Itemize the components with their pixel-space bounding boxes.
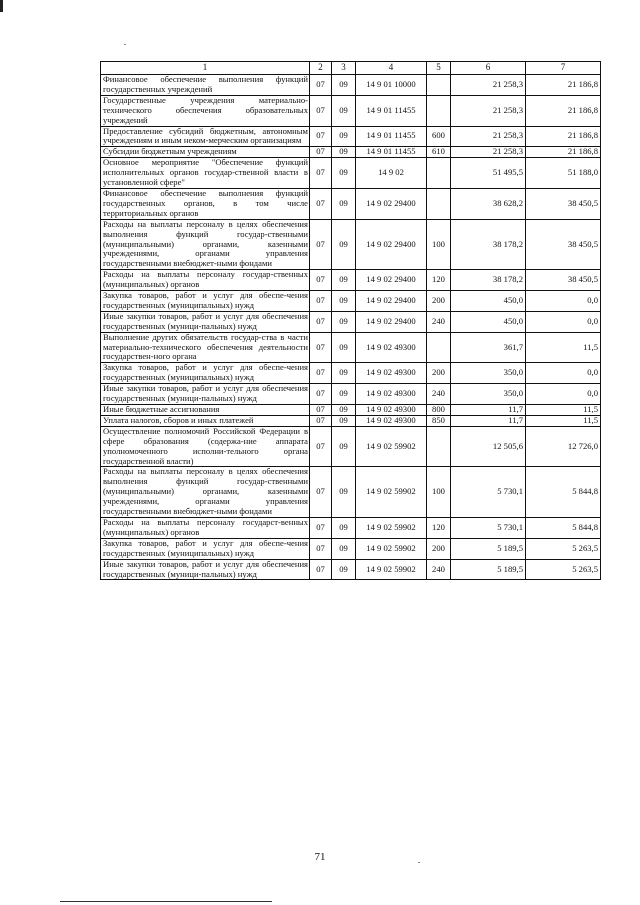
table-row <box>101 363 601 384</box>
amount-year1-cell: 5 189,5 <box>451 538 526 559</box>
subsection-code-cell: 09 <box>332 538 356 559</box>
section-code-cell: 07 <box>310 517 332 538</box>
row-name-cell: Финансовое обеспечение выполнения функций государственных органов, в том числе территориальных органов <box>101 188 310 219</box>
amount-year1-cell: 21 258,3 <box>451 147 526 158</box>
target-article-cell: 14 9 02 49300 <box>356 405 427 416</box>
amount-year1-cell: 5 730,1 <box>451 517 526 538</box>
expense-type-cell: 240 <box>427 311 451 332</box>
target-article-cell: 14 9 01 11455 <box>356 126 427 147</box>
amount-year2-cell: 38 450,5 <box>526 188 601 219</box>
section-code-cell: 07 <box>310 559 332 580</box>
amount-year2-cell: 38 450,5 <box>526 219 601 270</box>
subsection-code-cell: 09 <box>332 126 356 147</box>
table-row <box>101 219 601 270</box>
expense-type-cell <box>427 188 451 219</box>
amount-year1-cell: 350,0 <box>451 363 526 384</box>
section-code-cell: 07 <box>310 75 332 96</box>
amount-year1-cell: 350,0 <box>451 384 526 405</box>
subsection-code-cell: 09 <box>332 270 356 291</box>
table-row <box>101 95 601 126</box>
row-name-cell: Иные закупки товаров, работ и услуг для обеспечения государственных (муници-пальных) нужд <box>101 311 310 332</box>
amount-year2-cell: 12 726,0 <box>526 426 601 467</box>
row-name-cell: Иные бюджетные ассигнования <box>101 405 310 416</box>
row-name-cell: Основное мероприятие "Обеспечение функций исполнительных органов государ-ственной власти в установленной сфере" <box>101 158 310 189</box>
table-row <box>101 415 601 426</box>
row-name-cell: Расходы на выплаты персоналу в целях обеспечения выполнения функций государ-ственными (муниципальными) органами, казенными учреждениями, органами управления государственными внебюджет-ными фондами <box>101 219 310 270</box>
row-name-cell: Иные закупки товаров, работ и услуг для обеспечения государственных (муници-пальных) нужд <box>101 559 310 580</box>
table-row <box>101 158 601 189</box>
row-name-cell: Предоставление субсидий бюджетным, автономным учреждениям и иным неком-мерческим организациям <box>101 126 310 147</box>
subsection-code-cell: 09 <box>332 219 356 270</box>
header-row <box>101 62 601 75</box>
subsection-code-cell: 09 <box>332 415 356 426</box>
section-code-cell: 07 <box>310 270 332 291</box>
amount-year1-cell: 11,7 <box>451 415 526 426</box>
column-header: 3 <box>332 62 356 75</box>
target-article-cell: 14 9 01 11455 <box>356 95 427 126</box>
expense-type-cell: 240 <box>427 384 451 405</box>
subsection-code-cell: 09 <box>332 467 356 518</box>
subsection-code-cell: 09 <box>332 95 356 126</box>
section-code-cell: 07 <box>310 426 332 467</box>
expense-type-cell: 120 <box>427 517 451 538</box>
section-code-cell: 07 <box>310 126 332 147</box>
section-code-cell: 07 <box>310 332 332 363</box>
subsection-code-cell: 09 <box>332 559 356 580</box>
row-name-cell: Выполнение других обязательств государ-ства в части материально-технического обеспечения деятельности государствен-ного органа <box>101 332 310 363</box>
subsection-code-cell: 09 <box>332 332 356 363</box>
section-code-cell: 07 <box>310 538 332 559</box>
section-code-cell: 07 <box>310 415 332 426</box>
amount-year1-cell: 38 178,2 <box>451 219 526 270</box>
table-row <box>101 405 601 416</box>
subsection-code-cell: 09 <box>332 158 356 189</box>
amount-year2-cell: 5 263,5 <box>526 559 601 580</box>
amount-year1-cell: 450,0 <box>451 291 526 312</box>
expense-type-cell <box>427 158 451 189</box>
expense-type-cell: 100 <box>427 219 451 270</box>
section-code-cell: 07 <box>310 467 332 518</box>
amount-year2-cell: 0,0 <box>526 291 601 312</box>
target-article-cell: 14 9 02 59902 <box>356 467 427 518</box>
section-code-cell: 07 <box>310 188 332 219</box>
section-code-cell: 07 <box>310 219 332 270</box>
amount-year1-cell: 5 189,5 <box>451 559 526 580</box>
table-row <box>101 559 601 580</box>
row-name-cell: Осуществление полномочий Российской Федерации в сфере образования (содержа-ние аппарата уполномоченного исполни-тельного органа государственной власти) <box>101 426 310 467</box>
row-name-cell: Государственные учреждения материально-технического обеспечения образовательных учреждений <box>101 95 310 126</box>
amount-year1-cell: 38 178,2 <box>451 270 526 291</box>
section-code-cell: 07 <box>310 384 332 405</box>
budget-table <box>100 61 601 580</box>
target-article-cell: 14 9 01 11455 <box>356 147 427 158</box>
amount-year2-cell: 11,5 <box>526 405 601 416</box>
target-article-cell: 14 9 02 49300 <box>356 363 427 384</box>
section-code-cell: 07 <box>310 291 332 312</box>
target-article-cell: 14 9 02 29400 <box>356 188 427 219</box>
expense-type-cell: 240 <box>427 559 451 580</box>
page-number: 71 <box>314 851 326 863</box>
table-row <box>101 538 601 559</box>
amount-year1-cell: 5 730,1 <box>451 467 526 518</box>
row-name-cell: Закупка товаров, работ и услуг для обеспе-чения государственных (муниципальных) нужд <box>101 538 310 559</box>
subsection-code-cell: 09 <box>332 75 356 96</box>
amount-year2-cell: 0,0 <box>526 384 601 405</box>
target-article-cell: 14 9 02 59902 <box>356 559 427 580</box>
amount-year2-cell: 5 263,5 <box>526 538 601 559</box>
target-article-cell: 14 9 02 59902 <box>356 538 427 559</box>
expense-type-cell: 200 <box>427 538 451 559</box>
amount-year1-cell: 38 628,2 <box>451 188 526 219</box>
row-name-cell: Закупка товаров, работ и услуг для обеспе-чения государственных (муниципальных) нужд <box>101 291 310 312</box>
subsection-code-cell: 09 <box>332 426 356 467</box>
subsection-code-cell: 09 <box>332 147 356 158</box>
table-row <box>101 291 601 312</box>
table-row <box>101 332 601 363</box>
table-row <box>101 75 601 96</box>
expense-type-cell: 850 <box>427 415 451 426</box>
expense-type-cell: 200 <box>427 363 451 384</box>
expense-type-cell: 120 <box>427 270 451 291</box>
amount-year2-cell: 0,0 <box>526 363 601 384</box>
table-row <box>101 311 601 332</box>
amount-year2-cell: 51 188,0 <box>526 158 601 189</box>
amount-year2-cell: 38 450,5 <box>526 270 601 291</box>
subsection-code-cell: 09 <box>332 405 356 416</box>
expense-type-cell: 600 <box>427 126 451 147</box>
table-row <box>101 188 601 219</box>
table-row <box>101 426 601 467</box>
row-name-cell: Финансовое обеспечение выполнения функций государственных учреждений <box>101 75 310 96</box>
scan-speck <box>124 44 126 45</box>
target-article-cell: 14 9 01 10000 <box>356 75 427 96</box>
expense-type-cell <box>427 95 451 126</box>
budget-table-body <box>101 62 601 580</box>
column-header: 4 <box>356 62 427 75</box>
expense-type-cell <box>427 332 451 363</box>
expense-type-cell <box>427 75 451 96</box>
target-article-cell: 14 9 02 49300 <box>356 415 427 426</box>
row-name-cell: Расходы на выплаты персоналу государ-ственных (муниципальных) органов <box>101 270 310 291</box>
footer-rule <box>60 901 272 902</box>
expense-type-cell: 610 <box>427 147 451 158</box>
amount-year2-cell: 21 186,8 <box>526 126 601 147</box>
table-row <box>101 147 601 158</box>
subsection-code-cell: 09 <box>332 363 356 384</box>
column-header: 1 <box>101 62 310 75</box>
amount-year2-cell: 11,5 <box>526 332 601 363</box>
section-code-cell: 07 <box>310 311 332 332</box>
table-row <box>101 467 601 518</box>
column-header: 5 <box>427 62 451 75</box>
amount-year1-cell: 21 258,3 <box>451 126 526 147</box>
column-header: 7 <box>526 62 601 75</box>
target-article-cell: 14 9 02 49300 <box>356 384 427 405</box>
column-header: 6 <box>451 62 526 75</box>
row-name-cell: Иные закупки товаров, работ и услуг для обеспечения государственных (муници-пальных) нужд <box>101 384 310 405</box>
target-article-cell: 14 9 02 59902 <box>356 517 427 538</box>
amount-year1-cell: 21 258,3 <box>451 75 526 96</box>
target-article-cell: 14 9 02 29400 <box>356 219 427 270</box>
amount-year1-cell: 450,0 <box>451 311 526 332</box>
amount-year2-cell: 11,5 <box>526 415 601 426</box>
amount-year1-cell: 12 505,6 <box>451 426 526 467</box>
amount-year1-cell: 361,7 <box>451 332 526 363</box>
section-code-cell: 07 <box>310 363 332 384</box>
section-code-cell: 07 <box>310 95 332 126</box>
amount-year2-cell: 21 186,8 <box>526 95 601 126</box>
row-name-cell: Расходы на выплаты персоналу в целях обеспечения выполнения функций государ-ственными (муниципальными) органами, казенными учреждениями, органами управления государственными внебюджет-ными фондами <box>101 467 310 518</box>
expense-type-cell <box>427 426 451 467</box>
amount-year2-cell: 0,0 <box>526 311 601 332</box>
row-name-cell: Уплата налогов, сборов и иных платежей <box>101 415 310 426</box>
table-row <box>101 517 601 538</box>
subsection-code-cell: 09 <box>332 384 356 405</box>
expense-type-cell: 800 <box>427 405 451 416</box>
amount-year2-cell: 5 844,8 <box>526 517 601 538</box>
target-article-cell: 14 9 02 29400 <box>356 311 427 332</box>
target-article-cell: 14 9 02 29400 <box>356 291 427 312</box>
row-name-cell: Субсидии бюджетным учреждениям <box>101 147 310 158</box>
scan-corner-mark <box>0 0 3 12</box>
row-name-cell: Закупка товаров, работ и услуг для обеспе-чения государственных (муниципальных) нужд <box>101 363 310 384</box>
section-code-cell: 07 <box>310 147 332 158</box>
subsection-code-cell: 09 <box>332 311 356 332</box>
amount-year1-cell: 51 495,5 <box>451 158 526 189</box>
amount-year2-cell: 21 186,8 <box>526 147 601 158</box>
amount-year2-cell: 5 844,8 <box>526 467 601 518</box>
subsection-code-cell: 09 <box>332 517 356 538</box>
expense-type-cell: 100 <box>427 467 451 518</box>
row-name-cell: Расходы на выплаты персоналу государст-венных (муниципальных) органов <box>101 517 310 538</box>
table-row <box>101 126 601 147</box>
target-article-cell: 14 9 02 49300 <box>356 332 427 363</box>
section-code-cell: 07 <box>310 405 332 416</box>
amount-year1-cell: 21 258,3 <box>451 95 526 126</box>
subsection-code-cell: 09 <box>332 291 356 312</box>
table-row <box>101 384 601 405</box>
target-article-cell: 14 9 02 29400 <box>356 270 427 291</box>
amount-year1-cell: 11,7 <box>451 405 526 416</box>
subsection-code-cell: 09 <box>332 188 356 219</box>
column-header: 2 <box>310 62 332 75</box>
amount-year2-cell: 21 186,8 <box>526 75 601 96</box>
expense-type-cell: 200 <box>427 291 451 312</box>
target-article-cell: 14 9 02 <box>356 158 427 189</box>
target-article-cell: 14 9 02 59902 <box>356 426 427 467</box>
section-code-cell: 07 <box>310 158 332 189</box>
table-row <box>101 270 601 291</box>
